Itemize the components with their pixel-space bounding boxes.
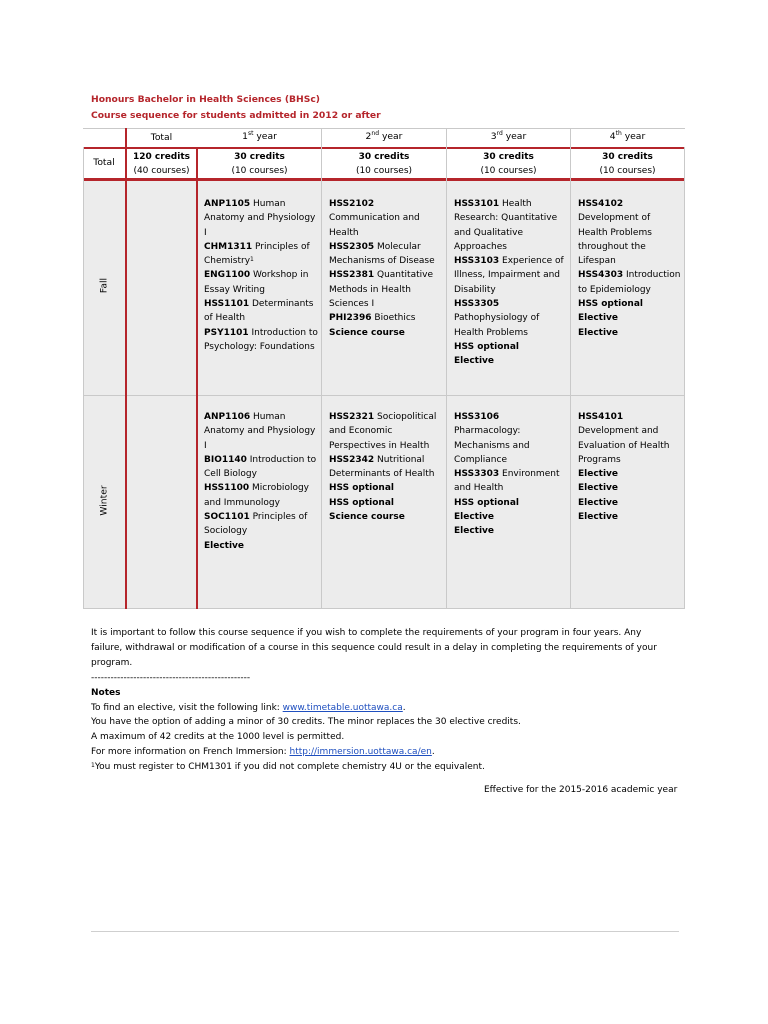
header-total: Total (150, 132, 173, 143)
course-title: Sociopolitical and Economic Perspectives in Health (329, 412, 437, 451)
course-title: Human Anatomy and Physiology I (204, 412, 316, 451)
notes-section (91, 671, 521, 775)
course-sequence-table (83, 128, 685, 609)
course-title: Principles of Sociology (204, 512, 308, 537)
totals-row-label: Total (93, 157, 115, 168)
course-code: ANP1105 (204, 199, 251, 209)
max-credits-note: A maximum of 42 credits at the 1000 level is permitted. (91, 732, 345, 743)
course-code: HSS1101 (204, 299, 250, 310)
course-title: Introduction to Epidemiology (578, 270, 681, 295)
course-entry (204, 453, 319, 482)
course-code: HSS3101 (454, 199, 500, 209)
term-label-winter: Winter (98, 485, 110, 516)
header-year-3: 3rd year (490, 130, 527, 142)
fall-year-2-courses (329, 197, 445, 340)
course-entry (454, 510, 568, 524)
fall-year-3-courses (454, 197, 568, 369)
title-line-1: Honours Bachelor in Health Sciences (BHSc) (91, 94, 320, 105)
totals-cell-total: 120 credits (40 courses) (133, 152, 190, 176)
course-entry (204, 510, 319, 539)
course-entry (454, 197, 568, 254)
course-entry (204, 268, 319, 297)
course-entry (578, 410, 682, 467)
course-code: CHM1311 (204, 241, 253, 252)
totals-cell-year-4: 30 credits (10 courses) (599, 152, 656, 176)
course-title: Principles of Chemistry (204, 241, 310, 267)
course-title: Microbiology and Immunology (204, 483, 309, 508)
winter-year-4-courses (578, 410, 682, 524)
course-entry (329, 453, 445, 482)
course-entry (454, 467, 568, 496)
course-code: Elective (578, 469, 619, 480)
timetable-link[interactable]: www.timetable.uottawa.ca (282, 702, 403, 713)
course-entry (329, 510, 445, 524)
course-code: HSS optional (454, 341, 519, 352)
course-code: HSS4102 (578, 199, 624, 209)
course-code: PSY1101 (204, 327, 249, 338)
course-entry (329, 496, 445, 510)
course-code: HSS2102 (329, 199, 375, 209)
course-entry (329, 326, 445, 340)
course-entry (578, 326, 682, 340)
course-entry (578, 496, 682, 510)
course-code: HSS4101 (578, 412, 624, 422)
sequence-paragraph: It is important to follow this course sequence if you wish to complete the requirements of your program in four years. Any failure, withdrawal or modification of a course in this sequence could result in a delay in completing the requirements of your program. (91, 628, 657, 668)
course-code: HSS2305 (329, 241, 375, 252)
course-code: Elective (578, 497, 619, 508)
course-entry (329, 410, 445, 453)
separator-line: ------------------------------------------------- (91, 673, 251, 683)
course-code: Science course (329, 512, 405, 523)
course-code: HSS3305 (454, 299, 500, 310)
course-entry (329, 481, 445, 495)
course-entry (454, 410, 568, 467)
notes-heading: Notes (91, 687, 121, 698)
course-entry (454, 254, 568, 297)
course-code: Elective (454, 512, 495, 523)
course-entry (578, 297, 682, 311)
course-title: Development and Evaluation of Health Programs (578, 426, 670, 465)
course-code: HSS optional (454, 497, 519, 508)
course-title: Environment and Health (454, 469, 560, 494)
winter-year-3-courses (454, 410, 568, 539)
immersion-note: For more information on French Immersion: http://immersion.uottawa.ca/en. (91, 746, 435, 757)
term-label-fall: Fall (98, 277, 110, 294)
course-code: Elective (578, 483, 619, 494)
course-code: HSS3303 (454, 469, 500, 480)
totals-cell-year-1: 30 credits (10 courses) (231, 152, 288, 176)
immersion-link[interactable]: http://immersion.uottawa.ca/en (289, 746, 432, 757)
course-title: Introduction to Cell Biology (204, 454, 317, 480)
course-code: Elective (578, 327, 619, 338)
course-code: HSS2321 (329, 412, 375, 422)
header-year-4: 4th year (609, 130, 646, 142)
effective-year: Effective for the 2015-2016 academic year (484, 785, 678, 795)
course-entry (578, 510, 682, 524)
course-entry (578, 481, 682, 495)
fall-year-4-courses (578, 197, 682, 340)
course-title: Development of Health Problems throughout the Lifespan (578, 213, 652, 267)
elective-note: To find an elective, visit the following link: www.timetable.uottawa.ca. (91, 702, 406, 713)
course-title: Human Anatomy and Physiology I (204, 199, 316, 238)
course-title: Health Research: Quantitative and Qualitative Approaches (454, 199, 558, 252)
minor-note: You have the option of adding a minor of 30 credits. The minor replaces the 30 elective credits. (91, 717, 521, 728)
course-code: SOC1101 (204, 512, 250, 523)
footer-divider (91, 931, 679, 932)
course-title: Experience of Illness, Impairment and Disability (454, 256, 564, 295)
winter-year-1-courses (204, 410, 319, 553)
course-code: HSS3106 (454, 412, 500, 422)
course-code: HSS optional (578, 299, 643, 310)
course-code: Elective (454, 356, 495, 367)
course-code: HSS optional (329, 483, 394, 494)
course-title: Determinants of Health (204, 299, 314, 324)
course-entry (578, 467, 682, 481)
course-code: ANP1106 (204, 412, 251, 422)
course-title: Nutritional Determinants of Health (329, 454, 435, 480)
header-year-2: 2nd year (365, 130, 403, 142)
course-entry (204, 326, 319, 355)
course-code: Science course (329, 327, 405, 338)
course-entry (454, 354, 568, 368)
totals-cell-year-3: 30 credits (10 courses) (480, 152, 537, 176)
course-title: Pharmacology: Mechanisms and Compliance (454, 426, 530, 465)
course-code: PHI2396 (329, 313, 372, 324)
fall-year-1-courses (204, 197, 319, 354)
course-code: HSS4303 (578, 270, 624, 281)
course-title: Introduction to Psychology: Foundations (204, 327, 318, 352)
course-entry (204, 410, 319, 453)
course-code: HSS2381 (329, 270, 375, 281)
course-entry (329, 268, 445, 311)
course-code: Elective (454, 526, 495, 537)
course-entry (329, 311, 445, 325)
course-code: BIO1140 (204, 454, 247, 465)
course-entry (454, 524, 568, 538)
course-title: Bioethics (371, 313, 416, 324)
course-entry (204, 539, 319, 553)
course-title: Pathophysiology of Health Problems (454, 313, 540, 338)
course-entry (454, 297, 568, 340)
course-entry (329, 240, 445, 269)
course-code: ENG1100 (204, 270, 251, 281)
course-code: HSS2342 (329, 454, 375, 465)
course-code: Elective (204, 540, 245, 551)
course-title: Molecular Mechanisms of Disease (329, 241, 435, 267)
course-entry (454, 340, 568, 354)
course-code: Elective (578, 313, 619, 324)
course-entry (578, 197, 682, 268)
totals-cell-year-2: 30 credits (10 courses) (355, 152, 413, 176)
course-entry (204, 240, 319, 269)
course-entry (329, 197, 445, 240)
title-line-2: Course sequence for students admitted in 2012 or after (91, 110, 381, 121)
course-entry (578, 268, 682, 297)
course-title: Workshop in Essay Writing (204, 270, 309, 295)
course-entry (578, 311, 682, 325)
course-code: HSS optional (329, 497, 394, 508)
footnote: $^1$You must register to CHM1301 if you did not complete chemistry 4U or the equivalent. (91, 761, 485, 772)
footnote-marker: 1 (250, 256, 254, 264)
course-entry (204, 297, 319, 326)
header-year-1: 1st year (242, 130, 277, 142)
course-entry (204, 197, 319, 240)
course-code: HSS1100 (204, 483, 250, 494)
course-code: Elective (578, 512, 619, 523)
course-code: HSS3103 (454, 256, 500, 267)
winter-year-2-courses (329, 410, 445, 524)
course-title: Communication and Health (329, 213, 420, 238)
course-title: Quantitative Methods in Health Sciences I (329, 270, 433, 310)
course-entry (204, 481, 319, 510)
course-entry (454, 496, 568, 510)
